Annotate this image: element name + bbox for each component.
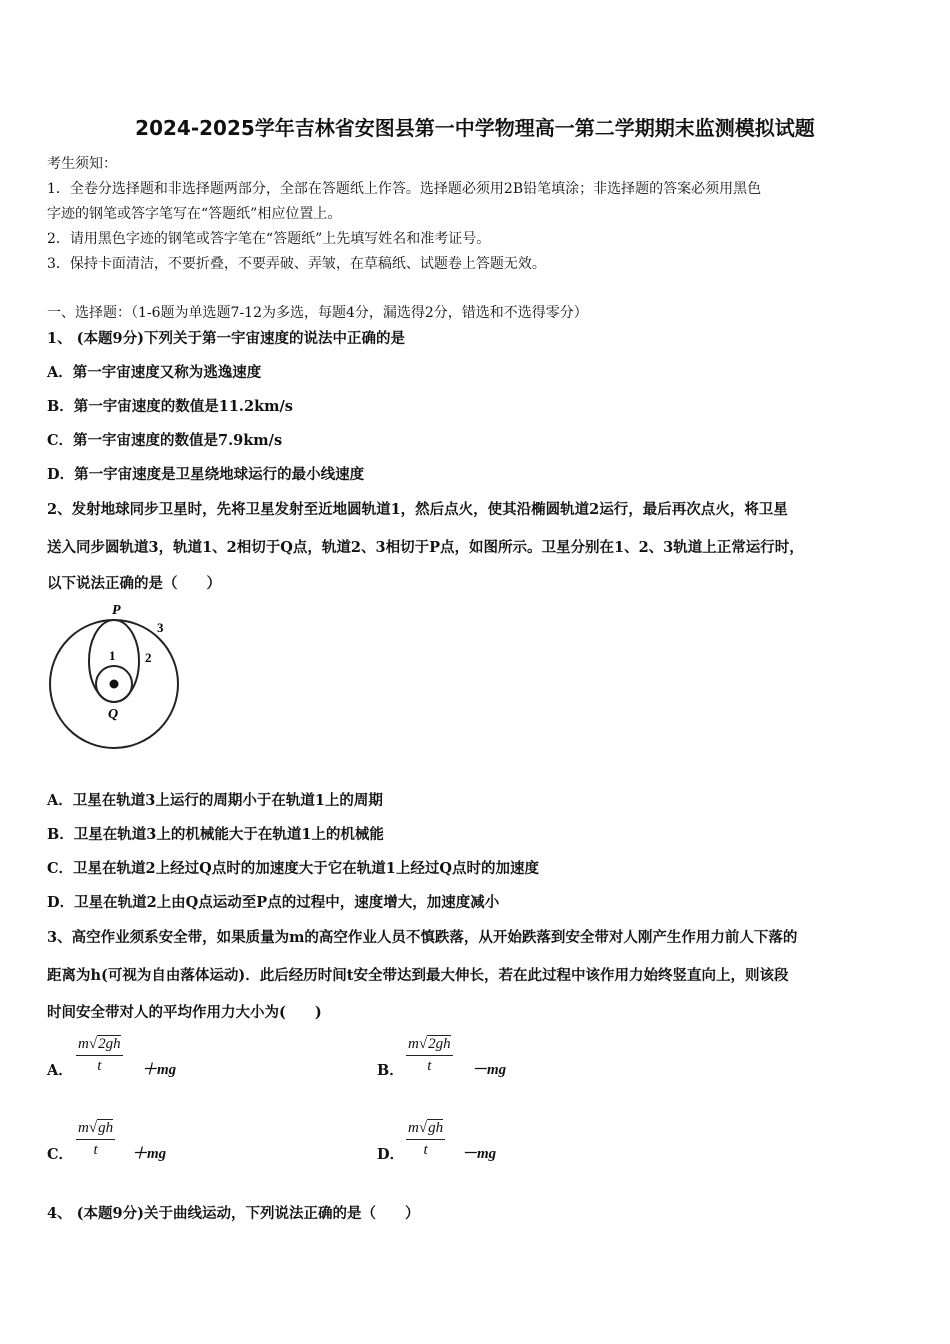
notice-line: 1．全卷分选择题和非选择题两部分，全部在答题纸上作答。选择题必须用2B铅笔填涂；非选择题的答案必须用黑色 — [47, 181, 762, 197]
q3-option-a-letter: A． — [47, 1062, 73, 1079]
page-title: 2024-2025学年吉林省安图县第一中学物理高一第二学期期末监测模拟试题 — [135, 116, 815, 140]
notice-line: 3．保持卡面清洁，不要折叠，不要弄破、弄皱，在草稿纸、试题卷上答题无效。 — [47, 256, 546, 272]
radicand: 2gh — [98, 1036, 121, 1052]
notice-line: 字迹的钢笔或答字笔写在“答题纸”相应位置上。 — [47, 206, 342, 222]
notice-heading: 考生须知： — [47, 156, 117, 172]
radicand: gh — [428, 1120, 444, 1136]
point-q-label: Q — [108, 707, 119, 722]
q3-option-d-tail: －mg — [462, 1146, 497, 1162]
numerator-m: m — [408, 1120, 419, 1136]
q3-option-c-tail: ＋mg — [132, 1146, 167, 1162]
question-1-stem: 1、 (本题9分)下列关于第一宇宙速度的说法中正确的是 — [47, 330, 405, 347]
denominator: t — [93, 1142, 98, 1158]
earth-dot — [110, 680, 119, 689]
q2-option-b: B．卫星在轨道3上的机械能大于在轨道1上的机械能 — [47, 826, 384, 843]
question-2-stem-line: 以下说法正确的是（ ） — [47, 575, 221, 592]
orbit-3-label: 3 — [157, 620, 164, 635]
denominator: t — [423, 1142, 428, 1158]
q3-option-d-fraction: $\frac{m√gh}{t}$ — [408, 1120, 444, 1158]
q1-option-b: B．第一宇宙速度的数值是11.2km/s — [47, 398, 293, 415]
q3-option-c-letter: C． — [47, 1146, 74, 1163]
question-3-stem-line: 距离为h(可视为自由落体运动)．此后经历时间t安全带达到最大伸长，若在此过程中该作用力始终竖直向上，则该段 — [47, 967, 789, 984]
question-2-stem-line: 送入同步圆轨道3，轨道1、2相切于Q点，轨道2、3相切于P点，如图所示。卫星分别在1、2、3轨道上正常运行时， — [47, 539, 804, 556]
q3-option-c-fraction: $\frac{m√gh}{t}$ — [78, 1120, 114, 1158]
question-3-stem-line: 3、高空作业须系安全带，如果质量为m的高空作业人员不慎跌落，从开始跌落到安全带对人刚产生作用力前人下落的 — [47, 929, 798, 946]
q3-option-a-tail: ＋mg — [142, 1062, 177, 1078]
q2-option-d: D．卫星在轨道2上由Q点运动至P点的过程中，速度增大，加速度减小 — [47, 894, 500, 911]
q1-option-a: A．第一宇宙速度又称为逃逸速度 — [47, 364, 262, 381]
q1-option-c: C．第一宇宙速度的数值是7.9km/s — [47, 432, 283, 449]
q2-option-c: C．卫星在轨道2上经过Q点时的加速度大于它在轨道1上经过Q点时的加速度 — [47, 860, 539, 877]
orbit-1-label: 1 — [109, 648, 116, 663]
radicand: gh — [98, 1120, 114, 1136]
numerator-m: m — [408, 1036, 419, 1052]
radicand: 2gh — [428, 1036, 451, 1052]
q3-option-b-tail: －mg — [472, 1062, 507, 1078]
notice-line: 2．请用黑色字迹的钢笔或答字笔在“答题纸”上先填写姓名和准考证号。 — [47, 231, 491, 247]
q1-option-d: D．第一宇宙速度是卫星绕地球运行的最小线速度 — [47, 466, 365, 483]
question-4-stem: 4、 (本题9分)关于曲线运动，下列说法正确的是（ ） — [47, 1205, 420, 1222]
numerator-m: m — [78, 1036, 89, 1052]
denominator: t — [427, 1058, 432, 1074]
orbit-2-label: 2 — [145, 650, 152, 665]
q3-option-d-letter: D． — [377, 1146, 405, 1163]
q3-option-b-fraction: $\frac{m√2gh}{t}$ — [408, 1036, 451, 1074]
q3-option-a-fraction: $\frac{m√2gh}{t}$ — [78, 1036, 121, 1074]
denominator: t — [97, 1058, 102, 1074]
point-p-label: P — [112, 603, 121, 618]
section-heading: 一、选择题：（1-6题为单选题7-12为多选，每题4分，漏选得2分，错选和不选得零分） — [47, 305, 588, 321]
q2-option-a: A．卫星在轨道3上运行的周期小于在轨道1上的周期 — [47, 792, 383, 809]
question-3-stem-line: 时间安全带对人的平均作用力大小为( ) — [47, 1004, 322, 1021]
q3-option-b-letter: B． — [377, 1062, 404, 1079]
numerator-m: m — [78, 1120, 89, 1136]
question-2-stem-line: 2、发射地球同步卫星时，先将卫星发射至近地圆轨道1，然后点火，使其沿椭圆轨道2运行，最后再次点火，将卫星 — [47, 501, 788, 518]
orbit-diagram — [45, 600, 185, 755]
